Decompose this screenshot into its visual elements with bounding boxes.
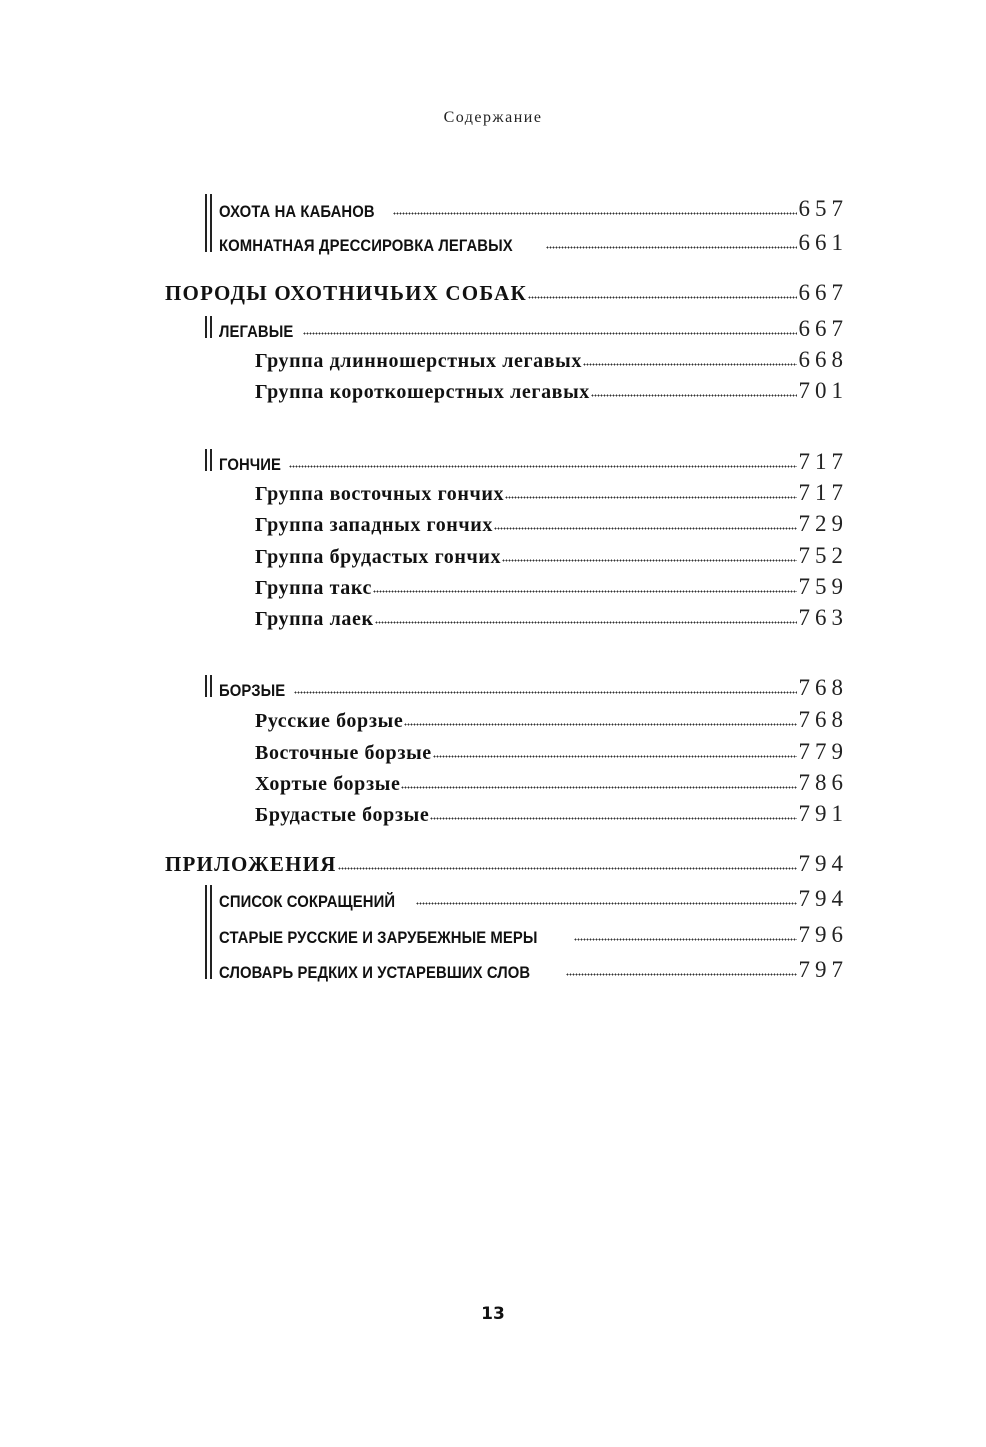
- dot-leader: [401, 785, 796, 790]
- toc-entry[interactable]: [255, 474, 848, 506]
- toc-entry-page: 759: [798, 574, 848, 599]
- dot-leader: [430, 816, 796, 821]
- toc-entry-title: Группа лаек: [255, 608, 374, 630]
- toc-entry[interactable]: [255, 764, 848, 796]
- toc-entry-page: 752: [798, 543, 848, 568]
- dot-leader: [546, 245, 796, 250]
- toc-entry-title: Группа длинношерстных легавых: [255, 350, 582, 372]
- toc-entry-title: Группа восточных гончих: [255, 483, 505, 505]
- toc-entry-page: 791: [798, 801, 848, 826]
- toc-entry-title: ГОНЧИЕ: [219, 456, 282, 474]
- dot-leader: [393, 211, 797, 216]
- toc-entry-page: 701: [798, 378, 848, 403]
- toc-entry[interactable]: [255, 372, 848, 404]
- running-head: Содержание: [443, 109, 543, 126]
- toc-entry[interactable]: [165, 845, 848, 877]
- toc-entry[interactable]: [255, 537, 848, 569]
- toc-entry[interactable]: [200, 443, 848, 475]
- dot-leader: [294, 690, 797, 695]
- toc-entry-page: 667: [798, 280, 848, 305]
- double-bar-marker: [200, 675, 216, 697]
- toc-entry-title: Группа такс: [255, 577, 372, 599]
- toc-entry-page: 668: [798, 347, 848, 372]
- toc-entry-page: 667: [798, 316, 848, 341]
- toc-entry-page: 794: [798, 851, 848, 876]
- double-bar-marker: [200, 316, 216, 338]
- toc-entry[interactable]: [200, 310, 848, 342]
- toc-entry-page: 797: [798, 957, 848, 982]
- dot-leader: [303, 331, 797, 336]
- toc-entry-title: Хортые борзые: [255, 773, 401, 795]
- toc-entry-page: 786: [798, 770, 848, 795]
- dot-leader: [416, 901, 797, 906]
- toc-entry[interactable]: [200, 951, 848, 983]
- toc-entry[interactable]: [200, 880, 848, 912]
- dot-leader: [502, 558, 796, 563]
- toc-entry-title: Брудастые борзые: [255, 804, 430, 826]
- toc-entry-page: 729: [798, 511, 848, 536]
- dot-leader: [373, 589, 797, 594]
- toc-entry-page: 768: [798, 707, 848, 732]
- toc-entry[interactable]: [200, 916, 848, 948]
- toc-entry-page: 768: [798, 675, 848, 700]
- toc-entry-page: 796: [798, 922, 848, 947]
- toc-entry-title: БОРЗЫЕ: [219, 682, 286, 700]
- double-bar-marker: [200, 449, 216, 471]
- toc-entry[interactable]: [255, 568, 848, 600]
- toc-entry[interactable]: [255, 795, 848, 827]
- toc-entry-title: Группа брудастых гончих: [255, 546, 502, 568]
- toc-entry[interactable]: [255, 701, 848, 733]
- toc-entry[interactable]: [165, 274, 848, 306]
- toc-entry-page: 794: [798, 886, 848, 911]
- dot-leader: [583, 362, 797, 367]
- dot-leader: [574, 937, 797, 942]
- dot-leader: [566, 972, 797, 977]
- toc-entry-title: Русские борзые: [255, 710, 404, 732]
- dot-leader: [375, 620, 797, 625]
- toc-entry[interactable]: [255, 599, 848, 631]
- dot-leader: [528, 295, 797, 300]
- toc-entry-title: Восточные борзые: [255, 742, 432, 764]
- toc-entry[interactable]: [255, 505, 848, 537]
- toc-entry-title: СПИСОК СОКРАЩЕНИЙ: [219, 893, 396, 911]
- toc-entry[interactable]: [255, 733, 848, 765]
- toc-entry-title: КОМНАТНАЯ ДРЕССИРОВКА ЛЕГАВЫХ: [219, 237, 513, 255]
- dot-leader: [289, 464, 797, 469]
- toc-entry-page: 661: [798, 230, 848, 255]
- dot-leader: [591, 393, 797, 398]
- dot-leader: [338, 866, 797, 871]
- toc-entry-title: Группа короткошерстных легавых: [255, 381, 590, 403]
- toc-entry-title: ПРИЛОЖЕНИЯ: [165, 852, 337, 876]
- toc-entry-page: 717: [798, 449, 848, 474]
- dot-leader: [505, 495, 796, 500]
- toc-entry-page: 779: [798, 739, 848, 764]
- toc-entry-title: ЛЕГАВЫЕ: [219, 323, 294, 341]
- toc-entry-page: 717: [798, 480, 848, 505]
- dot-leader: [433, 754, 797, 759]
- toc-entry[interactable]: [200, 190, 848, 222]
- toc-entry[interactable]: [200, 669, 848, 701]
- toc-entry-page: 763: [798, 605, 848, 630]
- dot-leader: [404, 722, 796, 727]
- dot-leader: [494, 526, 796, 531]
- toc-entry[interactable]: [200, 224, 848, 256]
- toc-entry-title: СЛОВАРЬ РЕДКИХ И УСТАРЕВШИХ СЛОВ: [219, 964, 531, 982]
- toc-entry-title: ОХОТА НА КАБАНОВ: [219, 203, 375, 221]
- toc-entry[interactable]: [255, 341, 848, 373]
- toc-entry-page: 657: [798, 196, 848, 221]
- page-number: 13: [481, 1304, 505, 1324]
- toc-entry-title: СТАРЫЕ РУССКИЕ И ЗАРУБЕЖНЫЕ МЕРЫ: [219, 929, 538, 947]
- toc-entry-title: ПОРОДЫ ОХОТНИЧЬИХ СОБАК: [165, 281, 527, 305]
- toc-entry-title: Группа западных гончих: [255, 514, 494, 536]
